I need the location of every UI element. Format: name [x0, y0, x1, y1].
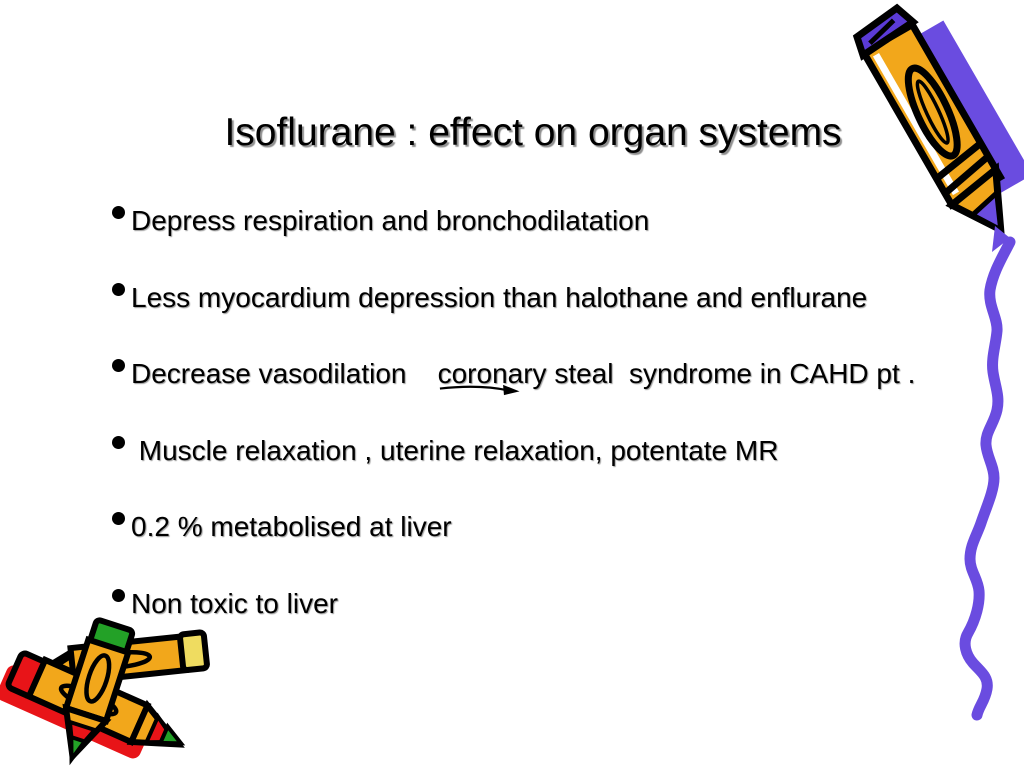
- arrow-annotated-word: [438, 357, 547, 390]
- bullet-text: Muscle relaxation , uterine relaxation, potentate MR: [131, 435, 779, 466]
- bullet-dot-icon: [112, 436, 125, 449]
- bullet-dot-icon: [112, 359, 125, 372]
- bullet-text-after: steal syndrome in CAHD pt .: [546, 358, 916, 389]
- bullet-text: Non toxic to liver: [131, 588, 338, 619]
- bullet-text: Less myocardium depression than halothane and enflurane: [131, 282, 868, 313]
- bullet-dot-icon: [112, 589, 125, 602]
- pencil-cap: [851, 5, 915, 56]
- bullet-row: [112, 281, 1014, 314]
- bullet-row: [112, 510, 1014, 543]
- slide-title: Isoflurane : effect on organ systems: [224, 111, 842, 154]
- bullet-row: [112, 434, 1014, 467]
- crayon-long: [0, 647, 190, 768]
- bullet-text: 0.2 % metabolised at liver: [131, 511, 452, 542]
- bullet-text: [131, 357, 915, 390]
- bullet-text-word: coronary: [437, 358, 547, 389]
- bullet-dot-icon: [112, 206, 125, 219]
- crayon-back: [36, 632, 207, 685]
- bullet-dot-icon: [112, 283, 125, 296]
- bullet-row: [112, 357, 1014, 390]
- crayon-front: [52, 619, 136, 766]
- pencil-swirl: [899, 62, 967, 162]
- bullet-dot-icon: [112, 512, 125, 525]
- bullet-text: Depress respiration and bronchodilatation: [131, 205, 650, 236]
- bullet-text-before: Decrease vasodilation: [131, 358, 438, 389]
- pencil-highlight: [873, 53, 959, 195]
- crossed-crayons-illustration: [0, 612, 225, 768]
- right-arrow-icon: [439, 383, 531, 396]
- bullet-row: [112, 204, 1014, 237]
- bullet-row: [112, 587, 1014, 620]
- pencil-body: [864, 25, 1000, 205]
- pencil-shadow: [893, 20, 1024, 203]
